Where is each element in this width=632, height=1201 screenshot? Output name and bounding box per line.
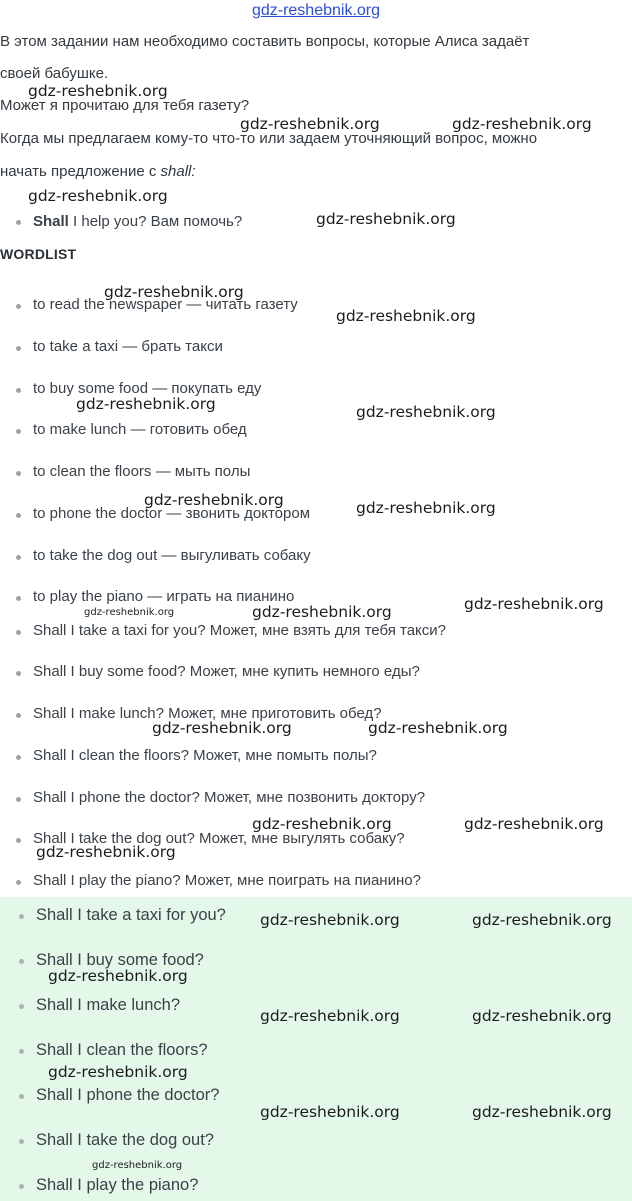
bullet-icon bbox=[19, 1049, 24, 1054]
watermark: gdz-reshebnik.org bbox=[368, 719, 508, 737]
watermark: gdz-reshebnik.org bbox=[472, 1103, 612, 1121]
site-header-link[interactable]: gdz-reshebnik.org bbox=[251, 2, 381, 19]
answer-item: Shall I clean the floors? bbox=[36, 1041, 208, 1059]
watermark: gdz-reshebnik.org bbox=[356, 403, 496, 421]
question-item: Shall I take a taxi for you? Может, мне взять для тебя такси? bbox=[33, 622, 446, 639]
question-item: Shall I take the dog out? Может, мне выгулять собаку? bbox=[33, 830, 405, 847]
bullet-icon bbox=[16, 220, 21, 225]
answer-item: Shall I take a taxi for you? bbox=[36, 906, 226, 924]
watermark: gdz-reshebnik.org bbox=[28, 82, 168, 100]
wordlist-item: to take the dog out — выгуливать собаку bbox=[33, 547, 311, 564]
example-bold: Shall bbox=[33, 213, 69, 230]
wordlist-item: to buy some food — покупать еду bbox=[33, 380, 262, 397]
bullet-icon bbox=[19, 1184, 24, 1189]
bullet-icon bbox=[16, 755, 21, 760]
watermark: gdz-reshebnik.org bbox=[464, 595, 604, 613]
bullet-icon bbox=[19, 1139, 24, 1144]
watermark: gdz-reshebnik.org bbox=[48, 1063, 188, 1081]
watermark: gdz-reshebnik.org bbox=[84, 607, 175, 618]
bullet-icon bbox=[16, 880, 21, 885]
watermark: gdz-reshebnik.org bbox=[260, 1103, 400, 1121]
wordlist-item: to clean the floors — мыть полы bbox=[33, 463, 251, 480]
watermark: gdz-reshebnik.org bbox=[252, 815, 392, 833]
watermark: gdz-reshebnik.org bbox=[144, 491, 284, 509]
answer-item: Shall I take the dog out? bbox=[36, 1131, 214, 1149]
bullet-icon bbox=[16, 713, 21, 718]
watermark: gdz-reshebnik.org bbox=[252, 603, 392, 621]
intro-text: начать предложение с bbox=[0, 163, 161, 180]
bullet-icon bbox=[16, 513, 21, 518]
wordlist-item: to take a taxi — брать такси bbox=[33, 338, 223, 355]
intro-line bbox=[0, 163, 196, 181]
wordlist-item: to make lunch — готовить обед bbox=[33, 421, 247, 438]
bullet-icon bbox=[16, 797, 21, 802]
watermark: gdz-reshebnik.org bbox=[356, 499, 496, 517]
bullet-icon bbox=[16, 671, 21, 676]
watermark: gdz-reshebnik.org bbox=[260, 911, 400, 929]
bullet-icon bbox=[19, 959, 24, 964]
question-item: Shall I phone the doctor? Может, мне позвонить доктору? bbox=[33, 789, 426, 806]
question-item: Shall I make lunch? Может, мне приготовить обед? bbox=[33, 705, 382, 722]
watermark: gdz-reshebnik.org bbox=[464, 815, 604, 833]
wordlist-item: to read the newspaper — читать газету bbox=[33, 296, 298, 313]
bullet-icon bbox=[16, 388, 21, 393]
watermark: gdz-reshebnik.org bbox=[104, 283, 244, 301]
answer-item: Shall I phone the doctor? bbox=[36, 1086, 220, 1104]
example-item bbox=[33, 213, 242, 231]
watermark: gdz-reshebnik.org bbox=[472, 911, 612, 929]
answer-item: Shall I buy some food? bbox=[36, 951, 204, 969]
watermark: gdz-reshebnik.org bbox=[152, 719, 292, 737]
wordlist-heading: WORDLIST bbox=[0, 246, 77, 262]
bullet-icon bbox=[16, 346, 21, 351]
answer-item: Shall I play the piano? bbox=[36, 1176, 199, 1194]
bullet-icon bbox=[16, 471, 21, 476]
bullet-icon bbox=[16, 304, 21, 309]
intro-line: Может я прочитаю для тебя газету? bbox=[0, 97, 250, 114]
watermark: gdz-reshebnik.org bbox=[452, 115, 592, 133]
question-item: Shall I buy some food? Может, мне купить немного еды? bbox=[33, 663, 420, 680]
bullet-icon bbox=[16, 838, 21, 843]
intro-line: своей бабушке. bbox=[0, 65, 109, 82]
question-item: Shall I play the piano? Может, мне поиграть на пианино? bbox=[33, 872, 421, 889]
bullet-icon bbox=[19, 1004, 24, 1009]
watermark: gdz-reshebnik.org bbox=[260, 1007, 400, 1025]
intro-line: В этом задании нам необходимо составить вопросы, которые Алиса задаёт bbox=[0, 33, 530, 50]
bullet-icon bbox=[16, 630, 21, 635]
bullet-icon bbox=[19, 1094, 24, 1099]
watermark: gdz-reshebnik.org bbox=[48, 967, 188, 985]
bullet-icon bbox=[16, 429, 21, 434]
wordlist-item: to play the piano — играть на пианино bbox=[33, 588, 295, 605]
watermark: gdz-reshebnik.org bbox=[472, 1007, 612, 1025]
watermark: gdz-reshebnik.org bbox=[240, 115, 380, 133]
intro-line: Когда мы предлагаем кому-то что-то или задаем уточняющий вопрос, можно bbox=[0, 130, 538, 147]
watermark: gdz-reshebnik.org bbox=[336, 307, 476, 325]
bullet-icon bbox=[16, 596, 21, 601]
watermark: gdz-reshebnik.org bbox=[76, 395, 216, 413]
watermark: gdz-reshebnik.org bbox=[92, 1160, 183, 1171]
watermark: gdz-reshebnik.org bbox=[28, 187, 168, 205]
intro-emphasis: shall: bbox=[160, 163, 196, 180]
bullet-icon bbox=[19, 914, 24, 919]
question-item: Shall I clean the floors? Может, мне помыть полы? bbox=[33, 747, 377, 764]
watermark: gdz-reshebnik.org bbox=[316, 210, 456, 228]
example-text: I help you? Вам помочь? bbox=[68, 213, 243, 230]
wordlist-item: to phone the doctor — звонить доктором bbox=[33, 505, 311, 522]
watermark: gdz-reshebnik.org bbox=[36, 843, 176, 861]
answer-item: Shall I make lunch? bbox=[36, 996, 180, 1014]
bullet-icon bbox=[16, 555, 21, 560]
